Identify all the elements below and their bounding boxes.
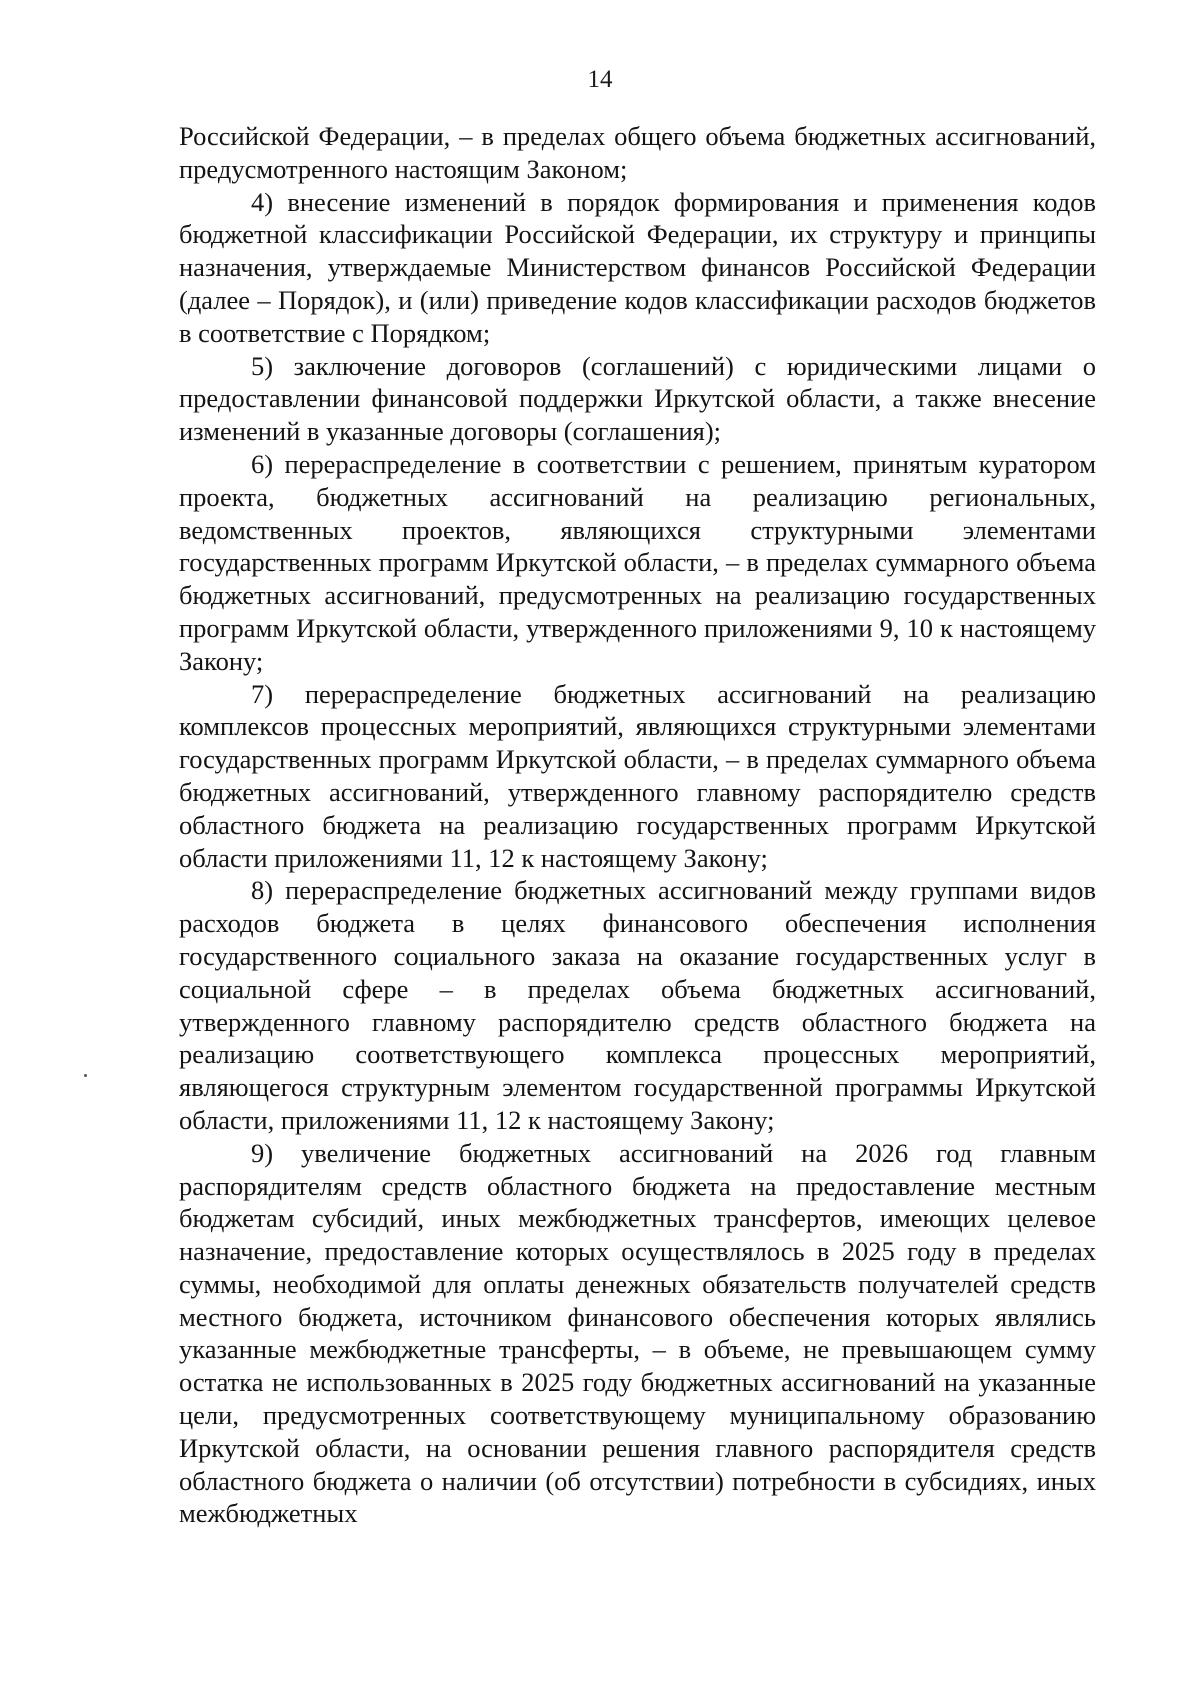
list-item-9: 9) увеличение бюджетных ассигнований на 2026 год главным распорядителям средств областного бюджета на предоставление местным бюджетам субсидий, иных межбюджетных трансфертов, имеющих целевое назначение, предоставление которых осуществлялось в 2025 году в пределах суммы, необходимой для оплаты денежных обязательств получателей средств местного бюджета, источником финансового обеспечения которых являлись указанные межбюджетные трансферты, – в объеме, не превышающем сумму остатка не использованных в 2025 году бюджетных ассигнований на указанные цели, предусмотренных соответствующему муниципальному образованию Иркутской области, на основании решения главного распорядителя средств областного бюджета о наличии (об отсутствии) потребности в субсидиях, иных межбюджетных: [179, 1137, 1096, 1529]
list-item-5: 5) заключение договоров (соглашений) с юридическими лицами о предоставлении финансовой поддержки Иркутской области, а также внесение изменений в указанные договоры (соглашения);: [179, 350, 1096, 447]
list-item-4: 4) внесение изменений в порядок формирования и применения кодов бюджетной классификации Российской Федерации, их структуру и принципы назначения, утверждаемые Министерством финансов Российской Федерации (далее – Порядок), и (или) приведение кодов классификации расходов бюджетов в соответствие с Порядком;: [179, 186, 1096, 348]
scan-speck: [84, 1074, 87, 1077]
list-item-8: 8) перераспределение бюджетных ассигнований между группами видов расходов бюджета в целях финансового обеспечения исполнения государственного социального заказа на оказание государственных услуг в социальной сфере – в пределах объема бюджетных ассигнований, утвержденного главному распорядителю средств областного бюджета на реализацию соответствующего комплекса процессных мероприятий, являющегося структурным элементом государственной программы Иркутской области, приложениями 11, 12 к настоящему Закону;: [179, 875, 1096, 1135]
list-item-6: 6) перераспределение в соответствии с решением, принятым куратором проекта, бюджетных ассигнований на реализацию региональных, ведомственных проектов, являющихся структурными элементами государственных программ Иркутской области, – в пределах суммарного объема бюджетных ассигнований, предусмотренных на реализацию государственных программ Иркутской области, утвержденного приложениями 9, 10 к настоящему Закону;: [179, 448, 1096, 676]
paragraph-continuation: Российской Федерации, – в пределах общего объема бюджетных ассигнований, предусмотренного настоящим Законом;: [179, 121, 1096, 184]
document-body: [179, 120, 1096, 1530]
list-item-7: 7) перераспределение бюджетных ассигнований на реализацию комплексов процессных мероприятий, являющихся структурными элементами государственных программ Иркутской области, – в пределах суммарного объема бюджетных ассигнований, утвержденного главному распорядителю средств областного бюджета на реализацию государственных программ Иркутской области приложениями 11, 12 к настоящему Закону;: [179, 678, 1096, 873]
page-number: 14: [587, 66, 613, 93]
